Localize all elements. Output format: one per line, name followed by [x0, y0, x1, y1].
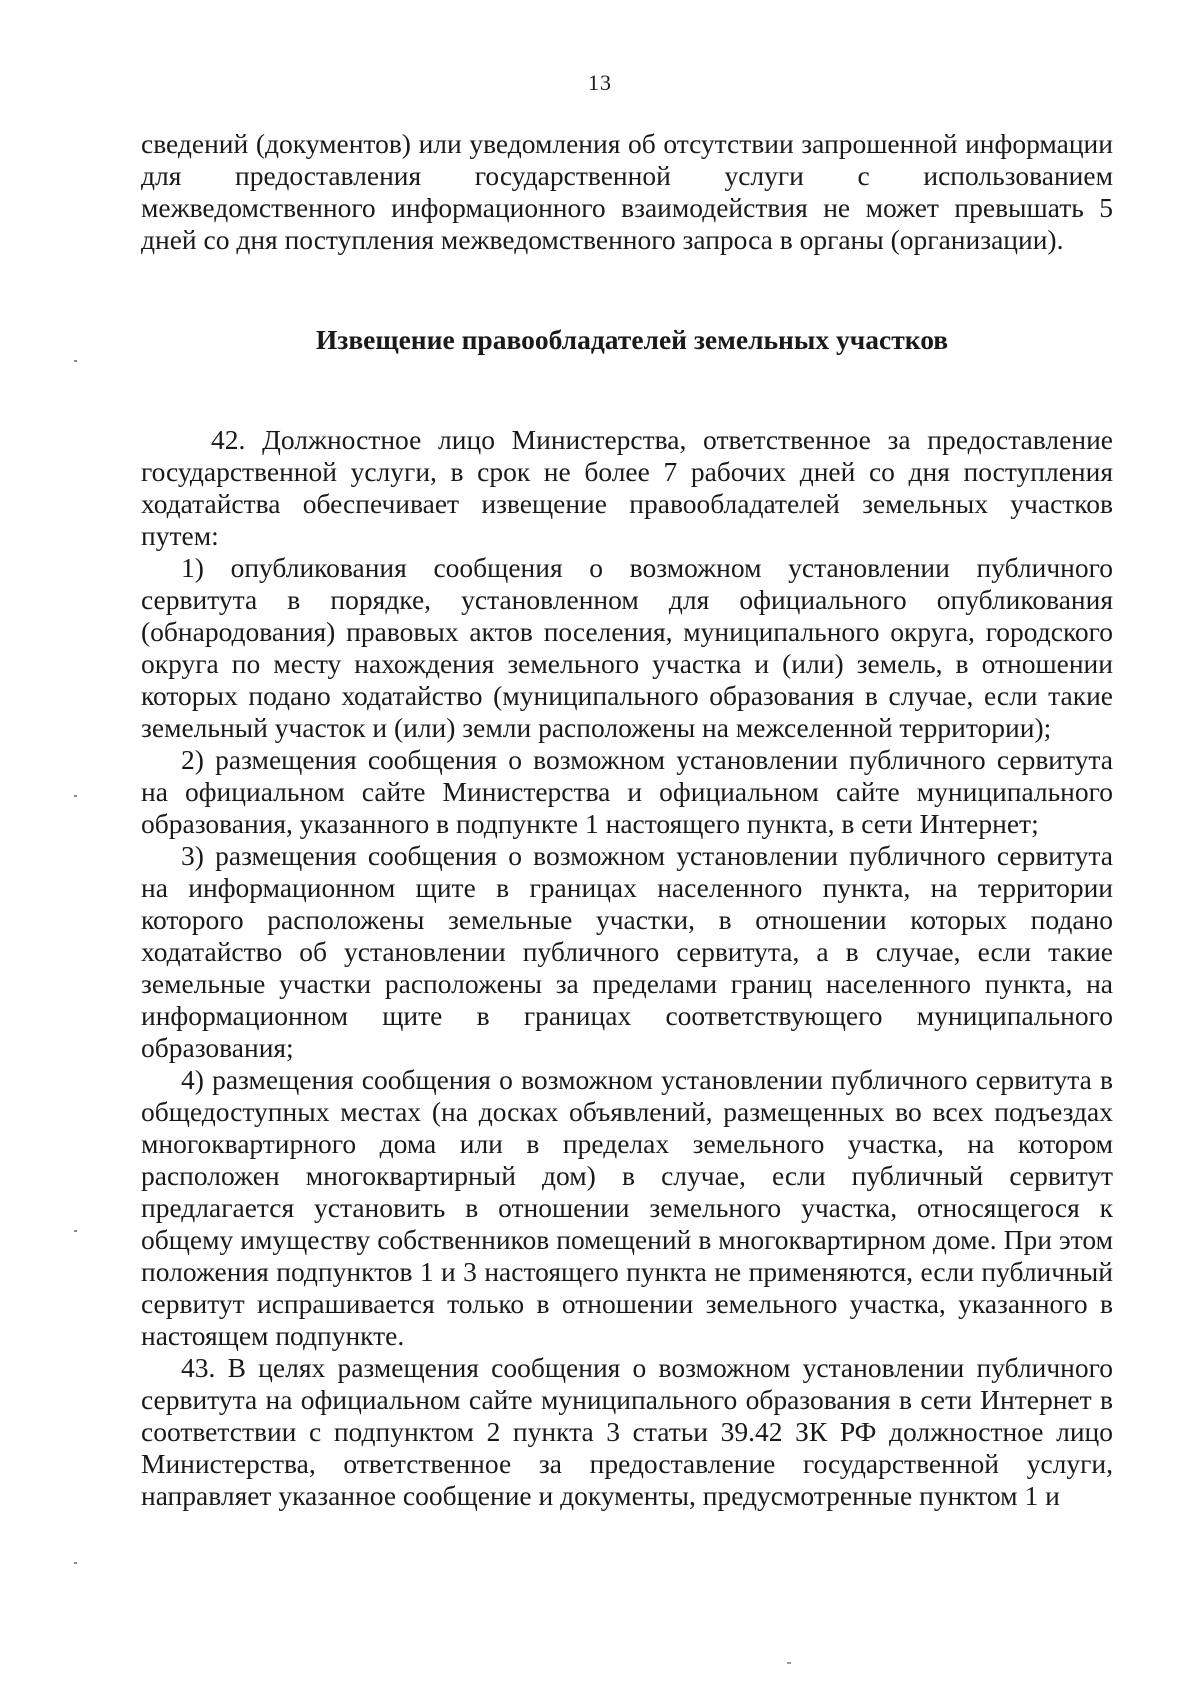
page-number: 13 — [588, 70, 612, 95]
scan-margin-mark — [74, 1562, 77, 1564]
paragraph-continuation: сведений (документов) или уведомления об отсутствии запрошенной информации для предоставления государственной услуги с использованием межведомственного информационного взаимодействия не может превышать 5 дней со дня поступления межведомственного запроса в органы (организации). — [141, 128, 1113, 255]
paragraph-43: 43. В целях размещения сообщения о возможном установлении публичного сервитута на официальном сайте муниципального образования в сети Интернет в соответствии с подпунктом 2 пункта 3 статьи 39.42 ЗК РФ должностное лицо Министерства, ответственное за предоставление государственной услуги, направляет указанное сообщение и документы, предусмотренные пунктом 1 и — [141, 1352, 1113, 1511]
paragraph-42-2: 2) размещения сообщения о возможном установлении публичного сервитута на официальном сайте Министерства и официальном сайте муниципального образования, указанного в подпункте 1 настоящего пункта, в сети Интернет; — [141, 744, 1113, 839]
document-body — [141, 128, 1113, 1512]
scan-margin-mark — [74, 360, 77, 362]
paragraph-42-4: 4) размещения сообщения о возможном установлении публичного сервитута в общедоступных местах (на досках объявлений, размещенных во всех подъездах многоквартирного дома или в пределах земельного участка, на котором расположен многоквартирный дом) в случае, если публичный сервитут предлагается установить в отношении земельного участка, относящегося к общему имуществу собственников помещений в многоквартирном доме. При этом положения подпунктов 1 и 3 настоящего пункта не применяются, если публичный сервитут испрашивается только в отношении земельного участка, указанного в настоящем подпункте. — [141, 1064, 1113, 1351]
paragraph-42-1: 1) опубликования сообщения о возможном установлении публичного сервитута в порядке, установленном для официального опубликования (обнародования) правовых актов поселения, муниципального округа, городского округа по месту нахождения земельного участка и (или) земель, в отношении которых подано ходатайство (муниципального образования в случае, если такие земельный участок и (или) земли расположены на межселенной территории); — [141, 552, 1113, 743]
paragraph-42: 42. Должностное лицо Министерства, ответственное за предоставление государственной услуги, в срок не более 7 рабочих дней со дня поступления ходатайства обеспечивает извещение правообладателей земельных участков путем: — [141, 424, 1113, 551]
paragraph-42-3: 3) размещения сообщения о возможном установлении публичного сервитута на информационном щите в границах населенного пункта, на территории которого расположены земельные участки, в отношении которых подано ходатайство об установлении публичного сервитута, а в случае, если такие земельные участки расположены за пределами границ населенного пункта, на информационном щите в границах соответствующего муниципального образования; — [141, 840, 1113, 1063]
scan-margin-mark — [74, 795, 77, 797]
scan-margin-mark — [74, 1230, 77, 1232]
section-heading: Извещение правообладателей земельных участков — [315, 324, 949, 355]
scan-bottom-mark — [787, 1662, 791, 1664]
